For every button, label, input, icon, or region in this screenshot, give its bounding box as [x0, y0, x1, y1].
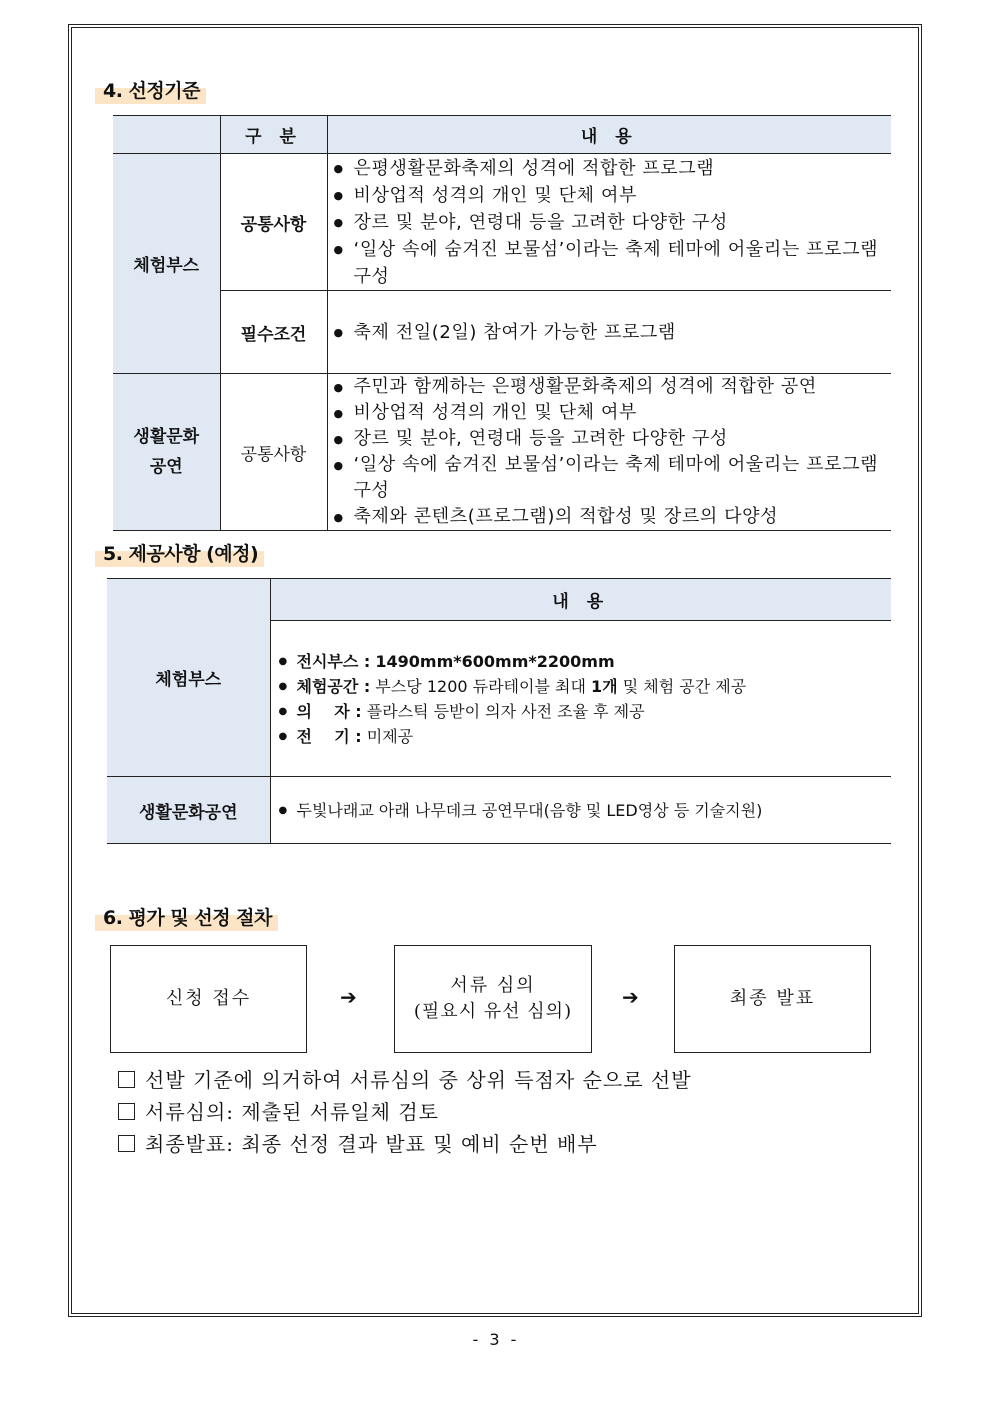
group-experience-booth: 체험부스	[113, 154, 220, 374]
booth-label: 체험부스	[107, 579, 270, 777]
group-name-line1: 생활문화	[133, 427, 200, 447]
step-document-review: 서류 심의 (필요시 유선 심의)	[394, 945, 592, 1053]
list-item: ● 장르 및 분야, 연령대 등을 고려한 다양한 구성	[334, 426, 892, 452]
arrow-right-icon: ➔	[340, 985, 357, 1009]
note-item: 서류심의: 제출된 서류일체 검토	[118, 1096, 692, 1128]
list-item: ● 장르 및 분야, 연령대 등을 고려한 다양한 구성	[334, 209, 892, 236]
arrow-right-icon: ➔	[622, 985, 639, 1009]
list-item: ● 두빛나래교 아래 나무데크 공연무대(음향 및 LED영상 등 기술지원)	[279, 798, 892, 823]
header-category: 구 분	[220, 116, 327, 154]
list-item: ● 은평생활문화축제의 성격에 적합한 프로그램	[334, 155, 892, 182]
procedure-notes	[118, 1064, 692, 1160]
section-6-title: 6. 평가 및 선정 절차	[95, 905, 278, 931]
header-content: 내 용	[327, 116, 891, 154]
row-content	[327, 374, 891, 531]
checkbox-icon	[118, 1071, 135, 1088]
list-item: ● 축제와 콘텐츠(프로그램)의 적합성 및 장르의 다양성	[334, 504, 892, 530]
section-5-title: 5. 제공사항 (예정)	[95, 541, 264, 567]
row-content	[327, 291, 891, 374]
list-item: ● ‘일상 속에 숨겨진 보물섬’이라는 축제 테마에 어울리는 프로그램 구성	[334, 236, 892, 290]
list-item: ● 전시부스 : 1490mm*600mm*2200mm	[279, 649, 892, 674]
selection-criteria-table	[113, 115, 891, 531]
row-label-common: 공통사항	[220, 374, 327, 531]
list-item: ● 전 기 : 미제공	[279, 724, 892, 749]
page-number: - 3 -	[472, 1330, 520, 1349]
step-application: 신청 접수	[110, 945, 307, 1053]
group-name-line2: 공연	[149, 457, 183, 477]
row-label-required: 필수조건	[220, 291, 327, 374]
booth-provisions	[270, 621, 891, 777]
list-item: ● ‘일상 속에 숨겨진 보물섬’이라는 축제 테마에 어울리는 프로그램 구성	[334, 452, 892, 504]
table-header-corner	[113, 116, 220, 154]
header-content: 내 용	[270, 579, 891, 621]
performance-provisions	[270, 777, 891, 844]
note-item: 최종발표: 최종 선정 결과 발표 및 예비 순번 배부	[118, 1128, 692, 1160]
list-item: ● 축제 전일(2일) 참여가 가능한 프로그램	[334, 319, 892, 346]
section-4-title: 4. 선정기준	[95, 78, 206, 104]
list-item: ● 비상업적 성격의 개인 및 단체 여부	[334, 400, 892, 426]
list-item: ● 주민과 함께하는 은평생활문화축제의 성격에 적합한 공연	[334, 374, 892, 400]
performance-label: 생활문화공연	[107, 777, 270, 844]
group-life-culture-performance	[113, 374, 220, 531]
step-final-announcement: 최종 발표	[674, 945, 871, 1053]
row-content	[327, 154, 891, 291]
list-item: ● 의 자 : 플라스틱 등받이 의자 사전 조율 후 제공	[279, 699, 892, 724]
list-item: ● 체험공간 : 부스당 1200 듀라테이블 최대 1개 및 체험 공간 제공	[279, 674, 892, 699]
checkbox-icon	[118, 1135, 135, 1152]
provisions-table	[107, 578, 891, 844]
list-item: ● 비상업적 성격의 개인 및 단체 여부	[334, 182, 892, 209]
row-label-common: 공통사항	[220, 154, 327, 291]
checkbox-icon	[118, 1103, 135, 1120]
note-item: 선발 기준에 의거하여 서류심의 중 상위 득점자 순으로 선발	[118, 1064, 692, 1096]
